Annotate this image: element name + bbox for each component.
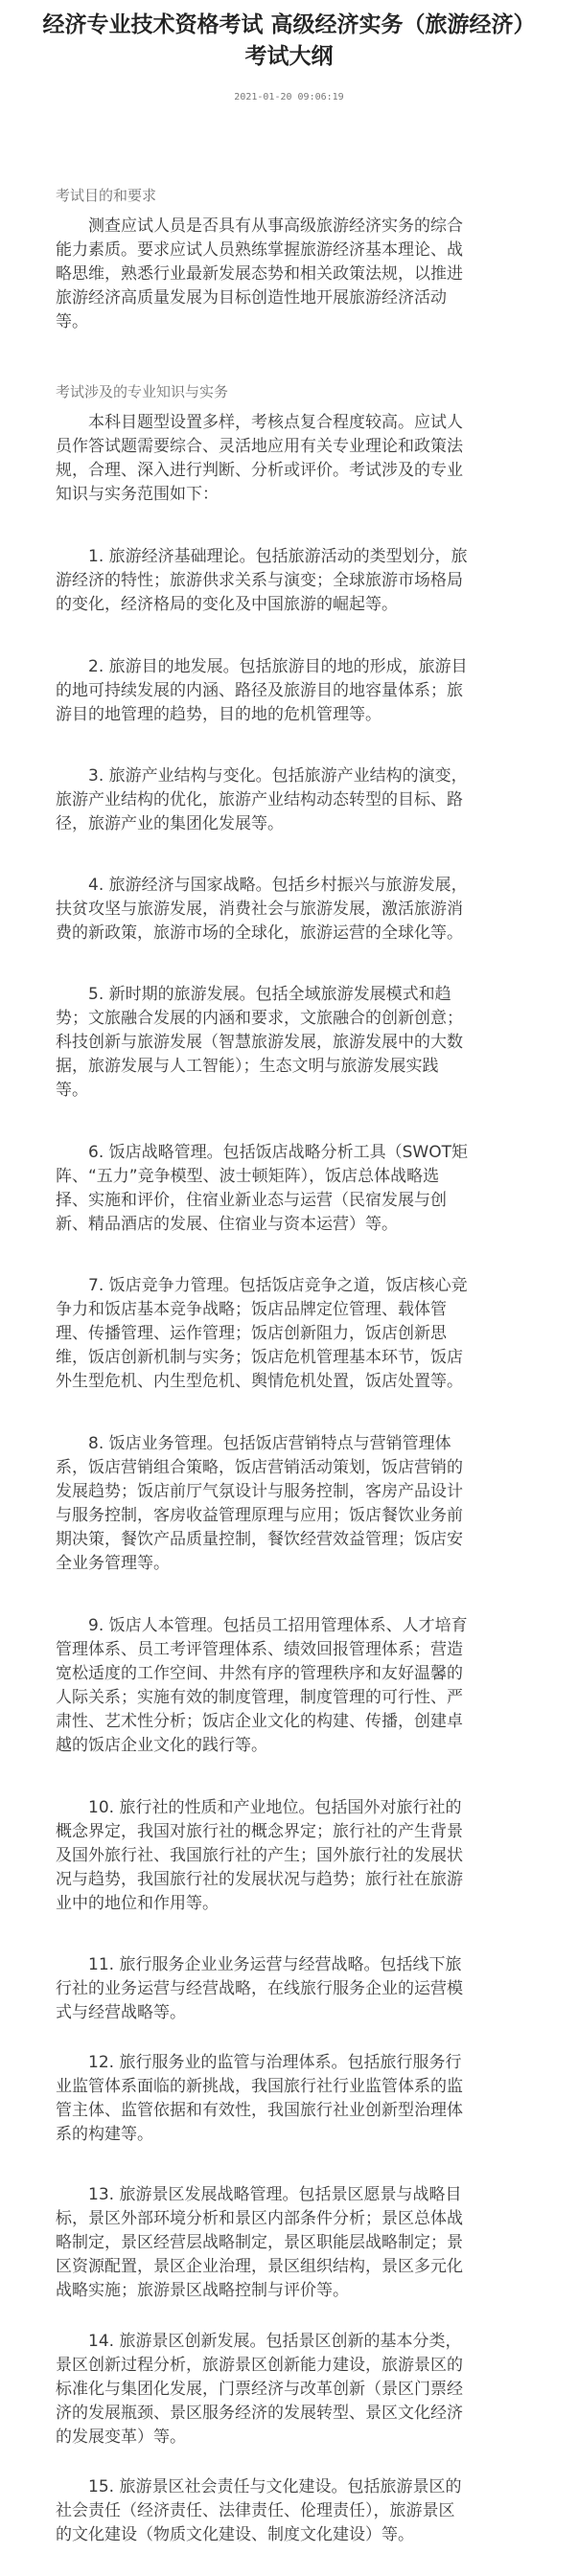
section-heading-purpose: 考试目的和要求 [56, 187, 157, 204]
article-title: 经济专业技术资格考试 高级经济实务（旅游经济） 考试大纲 [42, 12, 536, 69]
list-item-2: 2. 旅游目的地发展。包括旅游目的地的形成，旅游目 的地可持续发展的内涵、路径及旅游目的地容量体系；旅 游目的地管理的趋势，目的地的危机管理等。 [56, 657, 468, 724]
paragraph-purpose: 测查应试人员是否具有从事高级旅游经济实务的综合 能力素质。要求应试人员熟练掌握旅游经济基本理论、战 略思维，熟悉行业最新发展态势和相关政策法规，以推进 旅游经济高质量发展为目标创造性地开展旅游经济活动 等。 [56, 217, 463, 331]
paragraph-intro: 本科目题型设置多样，考核点复合程度较高。应试人 员作答试题需要综合、灵活地应用有关专业理论和政策法 规，合理、深入进行判断、分析或评价。考试涉及的专业 知识与实务范围如下： [56, 413, 463, 504]
publish-date: 2021-01-20 09:06:19 [234, 92, 344, 103]
list-item-15: 15. 旅游景区社会责任与文化建设。包括旅游景区的 社会责任（经济责任、法律责任、伦理责任），旅游景区 的文化建设（物质文化建设、制度文化建设）等。 [56, 2477, 462, 2544]
list-item-11: 11. 旅行服务企业业务运营与经营战略。包括线下旅 行社的业务运营与经营战略，在线旅行服务企业的运营模 式与经营战略等。 [56, 1955, 463, 2022]
list-item-3: 3. 旅游产业结构与变化。包括旅游产业结构的演变， 旅游产业结构的优化，旅游产业结构动态转型的目标、路 径，旅游产业的集团化发展等。 [56, 766, 468, 833]
list-item-1: 1. 旅游经济基础理论。包括旅游活动的类型划分，旅 游经济的特性；旅游供求关系与演变；全球旅游市场格局 的变化，经济格局的变化及中国旅游的崛起等。 [56, 547, 468, 614]
section-heading-scope: 考试涉及的专业知识与实务 [56, 383, 229, 400]
list-item-5: 5. 新时期的旅游发展。包括全域旅游发展模式和趋 势；文旅融合发展的内涵和要求，文旅融合的创新创意； 科技创新与旅游发展（智慧旅游发展，旅游发展中的大数 据，旅游发展与人工智能）；生态文明与旅游发展实践 等。 [56, 985, 463, 1100]
list-item-14: 14. 旅游景区创新发展。包括景区创新的基本分类， 景区创新过程分析，旅游景区创新能力建设，旅游景区的 标准化与集团化发展，门票经济与改革创新（景区门票经 济的发展瓶颈、景区服务经济的发展转型、景区文化经济 的发展变革）等。 [56, 2332, 463, 2447]
list-item-7: 7. 饭店竞争力管理。包括饭店竞争之道，饭店核心竞 争力和饭店基本竞争战略；饭店品牌定位管理、载体管 理、传播管理、运作管理；饭店创新阻力，饭店创新思 维，饭店创新机制与实务；饭店危机管理基本环节，饭店 外生型危机、内生型危机、舆情危机处置，饭店处置等。 [56, 1276, 468, 1391]
list-item-12: 12. 旅行服务业的监管与治理体系。包括旅行服务行 业监管体系面临的新挑战，我国旅行社行业监管体系的监 管主体、监管依据和有效性，我国旅行社业创新型治理体 系的构建等。 [56, 2053, 463, 2144]
list-item-10: 10. 旅行社的性质和产业地位。包括国外对旅行社的 概念界定，我国对旅行社的概念界定；旅行社的产生背景 及国外旅行社、我国旅行社的产生；国外旅行社的发展状 况与趋势，我国旅行社的发展状况与趋势；旅行社在旅游 业中的地位和作用等。 [56, 1798, 463, 1913]
list-item-6: 6. 饭店战略管理。包括饭店战略分析工具（SWOT矩 阵、“五力”竞争模型、波士顿矩阵），饭店总体战略选 择、实施和评价，住宿业新业态与运营（民宿发展与创 新、精品酒店的发展、住宿业与资本运营）等。 [56, 1143, 468, 1234]
list-item-8: 8. 饭店业务管理。包括饭店营销特点与营销管理体 系，饭店营销组合策略，饭店营销活动策划，饭店营销的 发展趋势；饭店前厅气氛设计与服务控制，客房产品设计 与服务控制，客房收益管理原理与应用；饭店餐饮业务前 期决策，餐饮产品质量控制，餐饮经营效益管理；饭店安 全业务管理等。 [56, 1434, 463, 1573]
list-item-13: 13. 旅游景区发展战略管理。包括景区愿景与战略目 标，景区外部环境分析和景区内部条件分析；景区总体战 略制定，景区经营层战略制定，景区职能层战略制定；景 区资源配置，景区企业治理，景区组织结构，景区多元化 战略实施；旅游景区战略控制与评价等。 [56, 2185, 463, 2300]
list-item-9: 9. 饭店人本管理。包括员工招用管理体系、人才培育 管理体系、员工考评管理体系、绩效回报管理体系；营造 宽松适度的工作空间、井然有序的管理秩序和友好温馨的 人际关系；实施有效的制度管理，制度管理的可行性、严 肃性、艺术性分析；饭店企业文化的构建、传播，创建卓 越的饭店企业文化的践行等。 [56, 1616, 468, 1755]
list-item-4: 4. 旅游经济与国家战略。包括乡村振兴与旅游发展， 扶贫攻坚与旅游发展，消费社会与旅游发展，激活旅游消 费的新政策，旅游市场的全球化，旅游运营的全球化等。 [56, 876, 468, 943]
